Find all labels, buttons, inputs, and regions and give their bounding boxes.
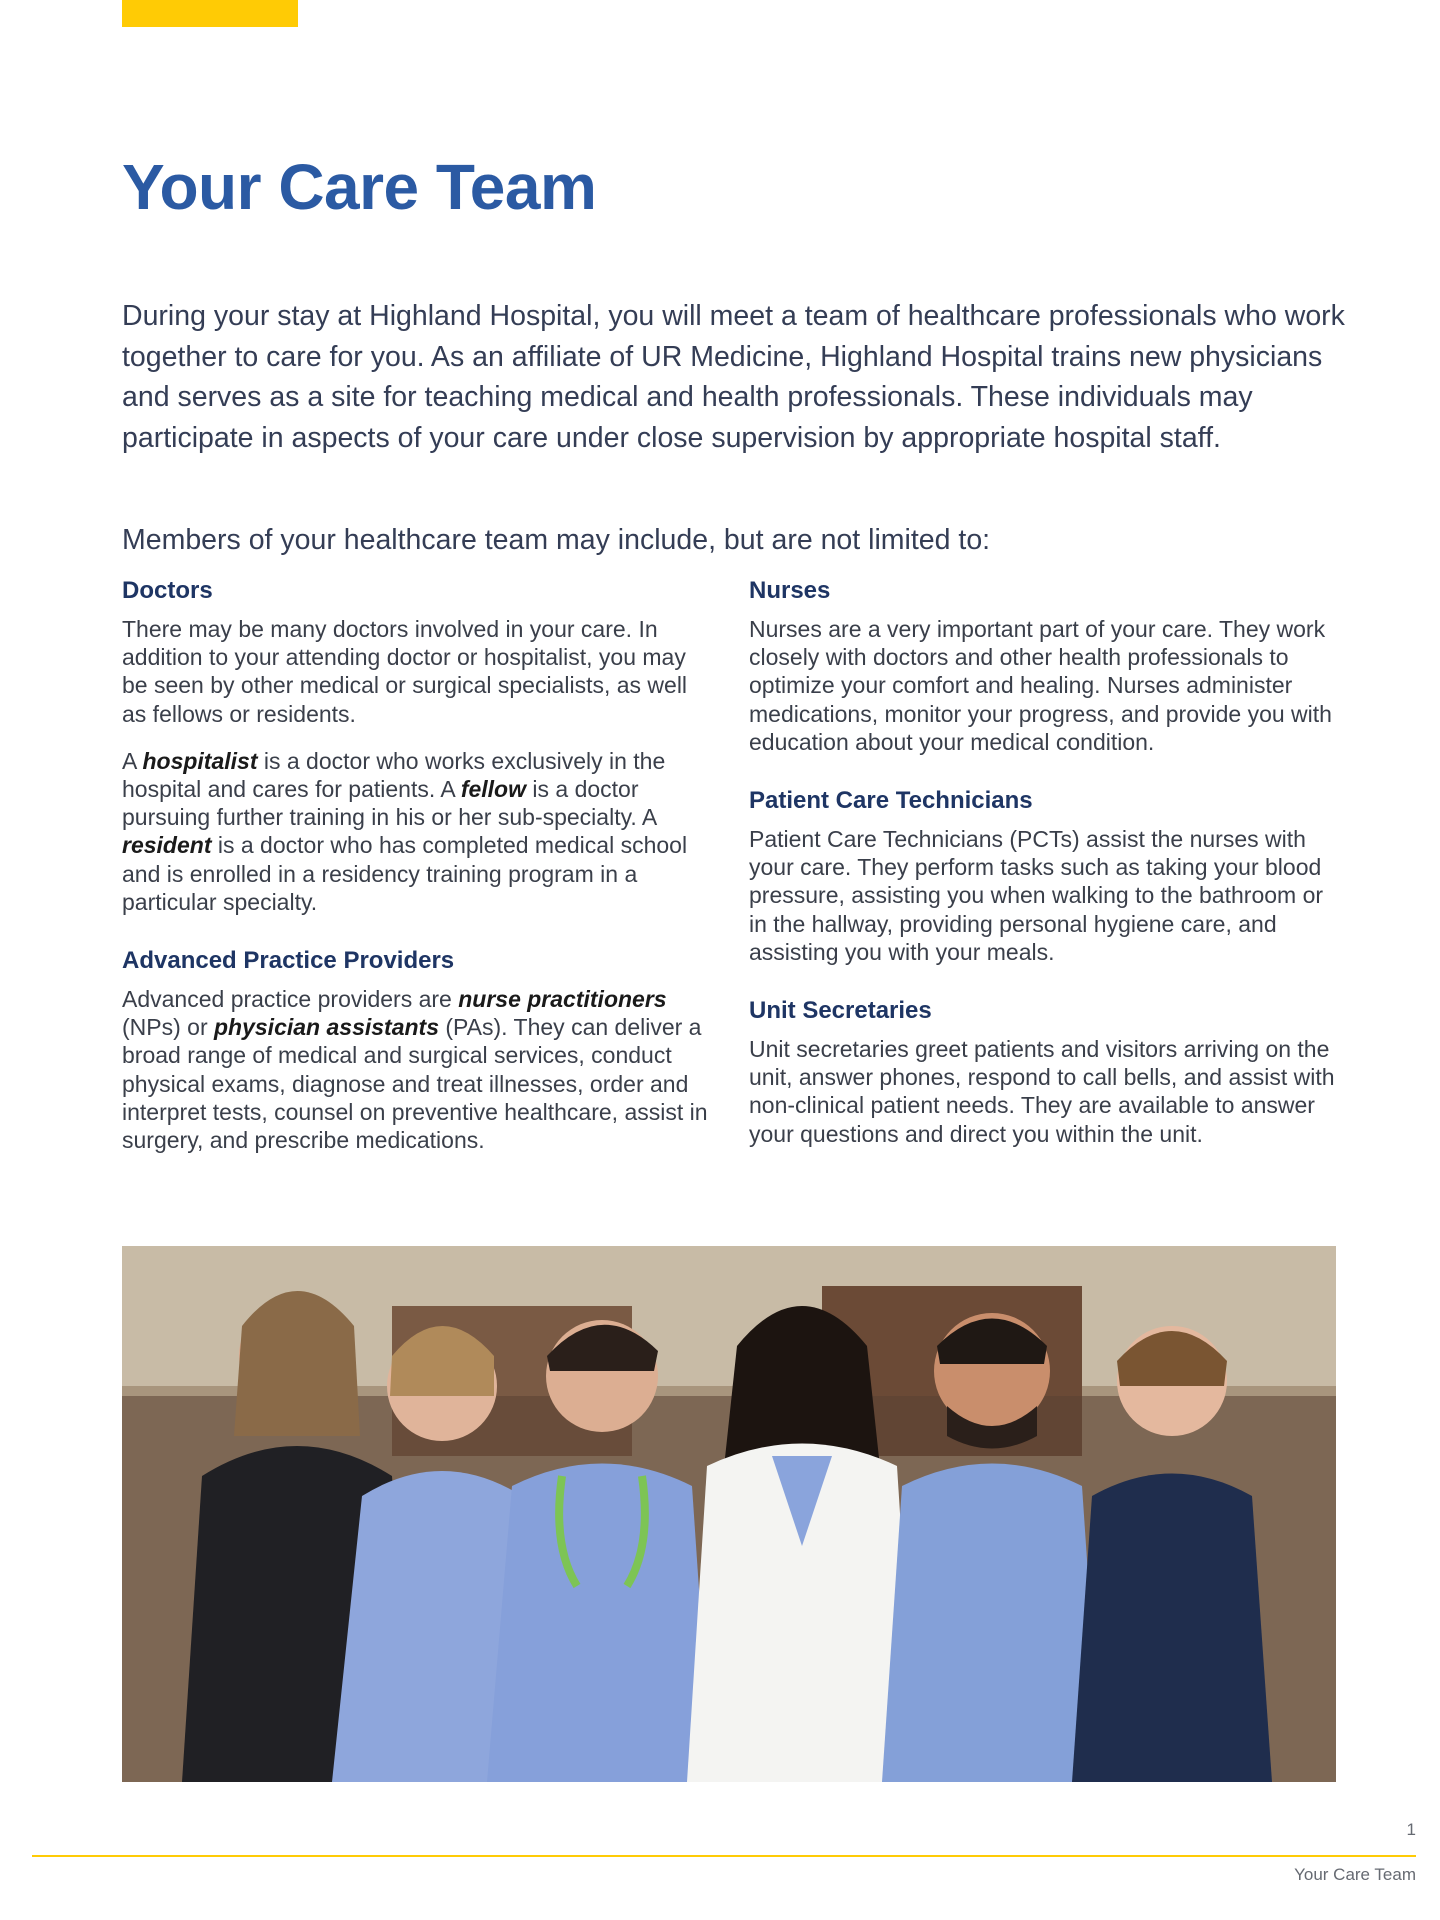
pct-heading: Patient Care Technicians [749, 787, 1033, 815]
nurses-paragraph: Nurses are a very important part of your care. They work closely with doctors and other health professionals to optimize your comfort and healing. Nurses administer medications, monitor your progress, and provide you with education about your medical condition. [749, 616, 1332, 755]
footer-divider [32, 1855, 1416, 1857]
doctors-paragraph: There may be many doctors involved in your care. In addition to your attending doctor or hospitalist, you may be seen by other medical or surgical specialists, as well as fellows or residents. [122, 616, 688, 727]
app-text-2: (NPs) or [122, 1014, 214, 1041]
doctors-definitions-paragraph [122, 747, 712, 916]
doctors-text-1: A [122, 747, 143, 774]
footer-section-label: Your Care Team [1294, 1865, 1416, 1884]
intro-paragraph: During your stay at Highland Hospital, you will meet a team of healthcare professionals who work together to care for you. As an affiliate of UR Medicine, Highland Hospital trains new physicians and serves as a site for teaching medical and health professionals. These individuals may participate in aspects of your care under close supervision by appropriate hospital staff. [122, 300, 1345, 454]
app-paragraph [122, 985, 712, 1154]
app-text-3: (PAs). They can deliver a broad range of medical and surgical services, conduct physical exams, diagnose and treat illnesses, order and interpret tests, counsel on preventive healthcare, assist in surgery, and prescribe medications. [122, 1014, 708, 1154]
doctors-heading: Doctors [122, 577, 213, 604]
care-team-photo [122, 1246, 1336, 1782]
left-column [122, 576, 712, 1173]
doctors-text-2: is a doctor who works exclusively in the hospital and cares for patients. A [122, 747, 666, 803]
app-text-1: Advanced practice providers are [122, 986, 459, 1013]
resident-term: resident [122, 832, 212, 859]
pa-term: physician assistants [214, 1014, 439, 1041]
right-column [749, 576, 1339, 1167]
secretaries-paragraph: Unit secretaries greet patients and visitors arriving on the unit, answer phones, respond to call bells, and assist with non-clinical patient needs. They are available to answer your questions and direct you within the unit. [749, 1036, 1335, 1147]
page-title: Your Care Team [122, 151, 597, 223]
members-intro: Members of your healthcare team may include, but are not limited to: [122, 524, 991, 556]
np-term: nurse practitioners [458, 986, 667, 1013]
hospitalist-term: hospitalist [142, 747, 258, 774]
app-heading: Advanced Practice Providers [122, 947, 455, 975]
nurses-heading: Nurses [749, 577, 831, 604]
secretaries-heading: Unit Secretaries [749, 997, 932, 1025]
page-number: 1 [1406, 1820, 1416, 1839]
doctors-text-3: is a doctor pursuing further training in his or her sub-specialty. A [122, 776, 656, 831]
fellow-term: fellow [460, 776, 526, 803]
pct-paragraph: Patient Care Technicians (PCTs) assist the nurses with your care. They perform tasks such as taking your blood pressure, assisting you when walking to the bathroom or in the hallway, providing personal hygiene care, and assisting you with your meals. [749, 826, 1324, 965]
care-team-photo-illustration [122, 1246, 1336, 1782]
doctors-text-4: is a doctor who has completed medical school and is enrolled in a residency training program in a particular specialty. [122, 832, 688, 915]
accent-bar [122, 0, 298, 27]
